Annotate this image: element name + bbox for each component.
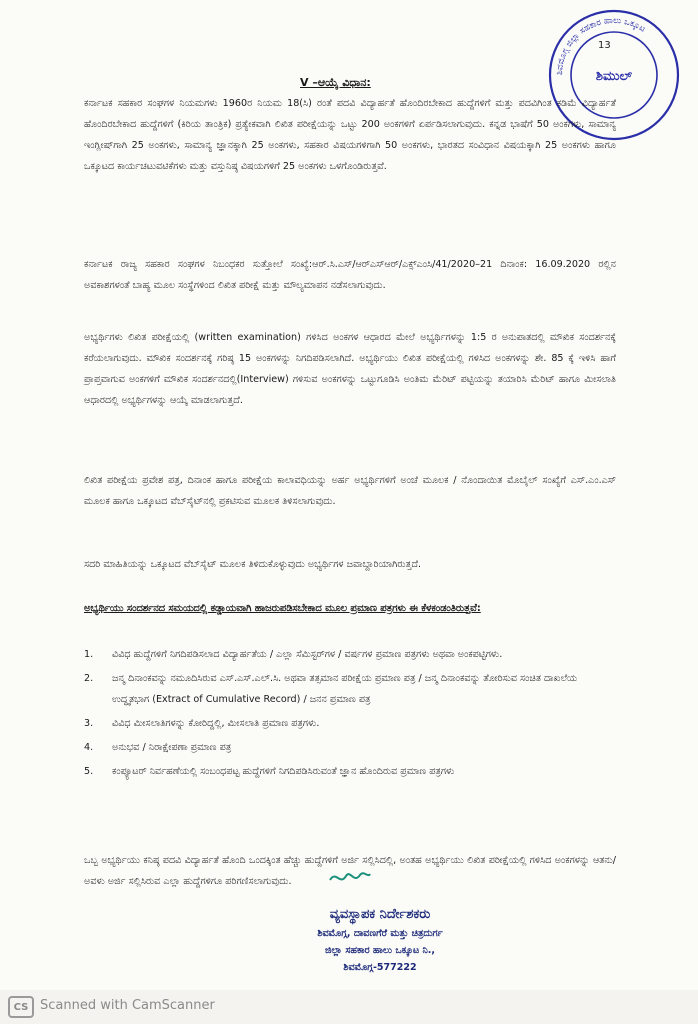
stamp-center-text: ಶಿಮುಲ್	[595, 69, 633, 84]
list-item-number: 3.	[84, 718, 94, 729]
list-item-text: ಜನ್ಮ ದಿನಾಂಕವನ್ನು ನಮೂದಿಸಿರುವ ಎಸ್.ಎಸ್.ಎಲ್.ಸಿ. ಅಥವಾ ತತ್ಸಮಾನ ಪರೀಕ್ಷೆಯ ಪ್ರಮಾಣ ಪತ್ರ / ಜನ್ಮ ದಿನಾಂಕವನ್ನು ತೋರಿಸುವ ಸಂಚಿತ ದಾಖಲೆಯ ಉದ್ಧೃತಭಾಗ (Extract of Cumulative Record) / ಜನನ ಪ್ರಮಾಣ ಪತ್ರ	[112, 673, 578, 705]
list-item-number: 2.	[84, 673, 94, 684]
page-number: 13	[598, 40, 611, 51]
paragraph-candidate-responsibility: ಸದರಿ ಮಾಹಿತಿಯನ್ನು ಒಕ್ಕೂಟದ ವೆಬ್‌ಸೈಟ್ ಮೂಲಕ ತಿಳಿದುಕೊಳ್ಳುವುದು ಅಭ್ಯರ್ಥಿಗಳ ಜವಾಬ್ದಾರಿಯಾಗಿರುತ್ತದೆ.	[84, 559, 422, 570]
paragraph-multiple-posts: ಒಬ್ಬ ಅಭ್ಯರ್ಥಿಯು ಕನಿಷ್ಠ ಪದವಿ ವಿದ್ಯಾರ್ಹತೆ ಹೊಂದಿ ಒಂದಕ್ಕಿಂತ ಹೆಚ್ಚು ಹುದ್ದೆಗಳಿಗೆ ಅರ್ಜಿ ಸಲ್ಲಿಸಿದಲ್ಲಿ, ಅಂತಹ ಅಭ್ಯರ್ಥಿಯು ಲಿಖಿತ ಪರೀಕ್ಷೆಯಲ್ಲಿ ಗಳಿಸಿದ ಅಂಕಗಳನ್ನು ಆತನು/ಅವಳು ಅರ್ಜಿ ಸಲ್ಲಿಸಿರುವ ಎಲ್ಲಾ ಹುದ್ದೆಗಳಿಗೂ ಪರಿಗಣಿಸಲಾಗುವುದು.	[84, 855, 616, 887]
signatory-address-line-1: ಶಿವಮೊಗ್ಗ, ದಾವಣಗೆರೆ ಮತ್ತು ಚಿತ್ರದುರ್ಗ	[317, 928, 443, 939]
list-item	[84, 761, 616, 782]
list-item-text: ಕಂಪ್ಯೂಟರ್ ನಿರ್ವಹಣೆಯಲ್ಲಿ ಸಂಬಂಧಪಟ್ಟ ಹುದ್ದೆಗಳಿಗೆ ನಿಗದಿಪಡಿಸಿರುವಂತೆ ಜ್ಞಾನ ಹೊಂದಿರುವ ಪ್ರಮಾಣ ಪತ್ರಗಳು	[112, 766, 455, 777]
list-item	[84, 644, 616, 665]
list-item-number: 5.	[84, 766, 94, 777]
svg-text:ಶಿವಮೊಗ್ಗ ಜಿಲ್ಲಾ ಸಹಕಾರ ಹಾಲು ಒಕ್	[555, 16, 647, 75]
list-item-text: ವಿವಿಧ ಮೀಸಲಾತಿಗಳನ್ನು ಕೋರಿದ್ದಲ್ಲಿ, ಮೀಸಲಾತಿ ಪ್ರಮಾಣ ಪತ್ರಗಳು.	[112, 718, 320, 729]
stamp-ring-text: ಶಿವಮೊಗ್ಗ ಜಿಲ್ಲಾ ಸಹಕಾರ ಹಾಲು ಒಕ್ಕೂಟ	[554, 15, 648, 76]
list-item	[84, 713, 616, 734]
signatory-address-line-3: ಶಿವಮೊಗ್ಗ-577222	[343, 962, 417, 973]
documents-heading: ಅಭ್ಯರ್ಥಿಯು ಸಂದರ್ಶನದ ಸಮಯದಲ್ಲಿ ಕಡ್ಡಾಯವಾಗಿ ಹಾಜರುಪಡಿಸಬೇಕಾದ ಮೂಲ ಪ್ರಮಾಣ ಪತ್ರಗಳು ಈ ಕೆಳಕಂಡಂತಿರುತ್ತವೆ:	[84, 603, 481, 614]
paragraph-exam-scheme: ಕರ್ನಾಟಕ ಸಹಕಾರ ಸಂಘಗಳ ನಿಯಮಗಳು 1960ರ ನಿಯಮ 18(ಸಿ) ರಂತೆ ಪದವಿ ವಿದ್ಯಾರ್ಹತೆ ಹೊಂದಿರಬೇಕಾದ ಹುದ್ದೆಗಳಿಗೆ ಮತ್ತು ಪದವಿಗಿಂತ ಕಡಿಮೆ ವಿದ್ಯಾರ್ಹತೆ ಹೊಂದಿರಬೇಕಾದ ಹುದ್ದೆಗಳಿಗೆ (ಕಿರಿಯ ತಾಂತ್ರಿಕ) ಪ್ರತ್ಯೇಕವಾಗಿ ಲಿಖಿತ ಪರೀಕ್ಷೆಯನ್ನು ಒಟ್ಟು 200 ಅಂಕಗಳಿಗೆ ಏರ್ಪಡಿಸಲಾಗುವುದು. ಕನ್ನಡ ಭಾಷೆಗೆ 50 ಅಂಕಗಳು, ಸಾಮಾನ್ಯ ಇಂಗ್ಲೀಷ್‌ಗಾಗಿ 25 ಅಂಕಗಳು, ಸಾಮಾನ್ಯ ಜ್ಞಾನಕ್ಕಾಗಿ 25 ಅಂಕಗಳು, ಸಹಕಾರ ವಿಷಯಗಳಿಗಾಗಿ 50 ಅಂಕಗಳು, ಭಾರತದ ಸಂವಿಧಾನ ವಿಷಯಕ್ಕಾಗಿ 25 ಅಂಕಗಳು ಹಾಗೂ ಒಕ್ಕೂಟದ ಕಾರ್ಯಚಟುವಟಿಕೆಗಳು ಮತ್ತು ವಸ್ತುನಿಷ್ಠ ವಿಷಯಗಳಿಗೆ 25 ಅಂಕಗಳು ಒಳಗೊಂಡಿರುತ್ತವೆ.	[84, 98, 616, 172]
ink-initial-mark	[328, 866, 372, 888]
signatory-title: ವ್ಯವಸ್ಥಾಪಕ ನಿರ್ದೇಶಕರು	[329, 907, 431, 922]
scanned-watermark-text: Scanned with CamScanner	[40, 998, 215, 1013]
signatory-address-line-2: ಜಿಲ್ಲಾ ಸಹಕಾರ ಹಾಲು ಒಕ್ಕೂಟ ನಿ.,	[325, 945, 435, 956]
list-item	[84, 668, 616, 710]
paragraph-admit-card: ಲಿಖಿತ ಪರೀಕ್ಷೆಯ ಪ್ರವೇಶ ಪತ್ರ, ದಿನಾಂಕ ಹಾಗೂ ಪರೀಕ್ಷೆಯ ಕಾಲಾವಧಿಯನ್ನು ಅರ್ಹ ಅಭ್ಯರ್ಥಿಗಳಿಗೆ ಅಂಚೆ ಮೂಲಕ / ನೊಂದಾಯಿತ ಮೊಬೈಲ್ ಸಂಖ್ಯೆಗೆ ಎಸ್.ಎಂ.ಎಸ್ ಮೂಲಕ ಹಾಗೂ ಒಕ್ಕೂಟದ ವೆಬ್‌ಸೈಟ್‌ನಲ್ಲಿ ಪ್ರಕಟಿಸುವ ಮೂಲಕ ತಿಳಿಸಲಾಗುವುದು.	[84, 475, 616, 507]
list-item-number: 4.	[84, 742, 94, 753]
paragraph-interview-merit: ಅಭ್ಯರ್ಥಿಗಳು ಲಿಖಿತ ಪರೀಕ್ಷೆಯಲ್ಲಿ (written examination) ಗಳಿಸಿದ ಅಂಕಗಳ ಆಧಾರದ ಮೇಲೆ ಅಭ್ಯರ್ಥಿಗಳನ್ನು 1:5 ರ ಅನುಪಾತದಲ್ಲಿ ಮೌಖಿಕ ಸಂದರ್ಶನಕ್ಕೆ ಕರೆಯಲಾಗುವುದು. ಮೌಖಿಕ ಸಂದರ್ಶನಕ್ಕೆ ಗರಿಷ್ಠ 15 ಅಂಕಗಳನ್ನು ನಿಗದಿಪಡಿಸಲಾಗಿದೆ. ಅಭ್ಯರ್ಥಿಯು ಲಿಖಿತ ಪರೀಕ್ಷೆಯಲ್ಲಿ ಗಳಿಸಿದ ಅಂಕಗಳನ್ನು ಶೇ. 85 ಕ್ಕೆ ಇಳಿಸಿ ಹಾಗೆ ಪ್ರಾಪ್ತವಾಗುವ ಅಂಕಗಳಿಗೆ ಮೌಖಿಕ ಸಂದರ್ಶನದಲ್ಲಿ(Interview) ಗಳಿಸುವ ಅಂಕಗಳನ್ನು ಒಟ್ಟುಗೂಡಿಸಿ ಅಂತಿಮ ಮೆರಿಟ್ ಪಟ್ಟಿಯನ್ನು ತಯಾರಿಸಿ ಮೆರಿಟ್ ಹಾಗೂ ಮೀಸಲಾತಿ ಆಧಾರದಲ್ಲಿ ಅಭ್ಯರ್ಥಿಗಳನ್ನು ಆಯ್ಕೆ ಮಾಡಲಾಗುತ್ತದೆ.	[84, 332, 616, 406]
list-item	[84, 737, 616, 758]
camscanner-logo-icon: CS	[8, 996, 34, 1018]
documents-list	[84, 644, 616, 785]
list-item-text: ವಿವಿಧ ಹುದ್ದೆಗಳಿಗೆ ನಿಗದಿಪಡಿಸಲಾದ ವಿದ್ಯಾರ್ಹತೆಯ / ಎಲ್ಲಾ ಸೆಮಿಸ್ಟರ್‌ಗಳ / ವರ್ಷಗಳ ಪ್ರಮಾಣ ಪತ್ರಗಳು ಅಥವಾ ಅಂಕಪಟ್ಟಿಗಳು.	[112, 649, 503, 660]
paragraph-circular-reference: ಕರ್ನಾಟಕ ರಾಜ್ಯ ಸಹಕಾರ ಸಂಘಗಳ ನಿಬಂಧಕರ ಸುತ್ತೋಲೆ ಸಂಖ್ಯೆ:ಆರ್.ಸಿ.ಎಸ್/ಆರ್‌ಎಸ್‌ಆರ್/ಎಕ್ಸ್‌ಎಂಸಿ/41/2020–21 ದಿನಾಂಕ: 16.09.2020 ರಲ್ಲಿನ ಅವಕಾಶಗಳಂತೆ ಬಾಹ್ಯ ಮೂಲ ಸಂಸ್ಥೆಗಳಿಂದ ಲಿಖಿತ ಪರೀಕ್ಷೆ ಮತ್ತು ಮೌಲ್ಯಮಾಪನ ನಡೆಸಲಾಗುವುದು.	[84, 259, 616, 291]
section-heading: V –ಆಯ್ಕೆ ವಿಧಾನ:	[300, 76, 371, 89]
list-item-number: 1.	[84, 649, 94, 660]
list-item-text: ಅನುಭವ / ನಿರಾಕ್ಷೇಪಣಾ ಪ್ರಮಾಣ ಪತ್ರ	[112, 742, 232, 753]
signature-block	[260, 905, 500, 976]
